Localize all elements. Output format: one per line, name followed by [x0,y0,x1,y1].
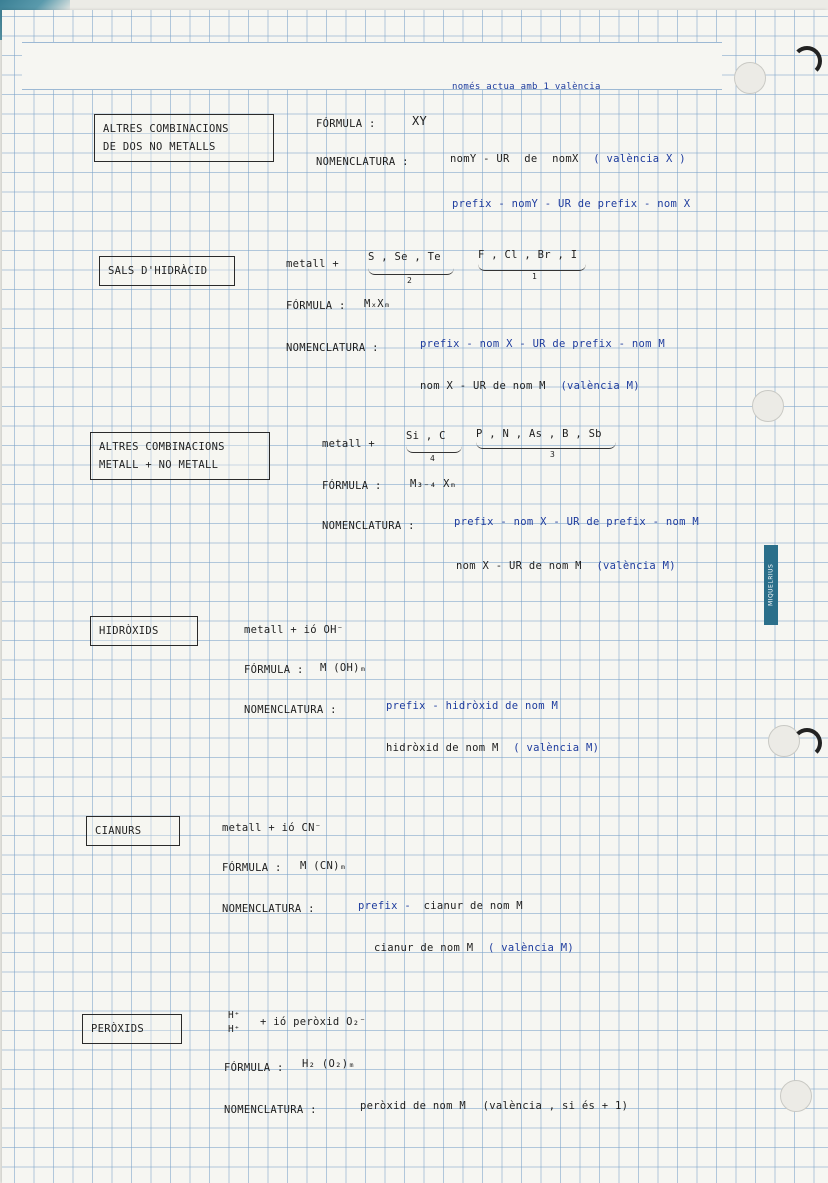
section-title: SALS D'HIDRÀCID [108,265,208,277]
group-brace [406,446,462,453]
reaction-line: + ió peròxid O₂⁻ [260,1016,366,1028]
sheet-header-band [22,42,722,90]
group-brace [478,264,586,271]
binder-hole-2 [752,390,784,422]
nomenclature-line: nom X - UR de nom M (valència M) [456,560,676,572]
section-title-box [86,816,180,846]
binder-hole-4 [780,1080,812,1112]
formula: M (OH)ₘ [320,662,367,674]
element-group: F , Cl , Br , I [478,249,578,261]
hydrogen-ion: H⁺ [228,1010,241,1021]
section-title-box [90,616,198,646]
group-valence: 3 [550,450,556,459]
group-valence: 4 [430,454,436,463]
group-brace [476,442,616,449]
reaction-line: metall + ió OH⁻ [244,624,344,636]
element-group: Si , C [406,430,446,442]
section-title-box [82,1014,182,1044]
formula-note: només actua amb 1 valència [452,82,601,92]
section-title: ALTRES COMBINACIONS [99,441,225,453]
formula: XY [412,114,428,128]
nomenclature-line: prefix - nom X - UR de prefix - nom M [420,338,665,350]
formula: M₃₋₄ Xₘ [410,478,457,490]
binder-ring-1 [792,46,822,76]
binder-ring-2 [792,728,822,758]
nomenclature-line: hidròxid de nom M ( valència M) [386,742,600,754]
formula-label: FÓRMULA : [316,118,376,130]
nomenclature-line: nomY - UR de nomX ( valència X ) [450,153,686,165]
nomenclature-label: NOMENCLATURA : [316,156,409,168]
group-valence: 1 [532,272,538,281]
hydrogen-ion: H⁺ [228,1024,241,1035]
section-title: METALL + NO METALL [99,459,219,471]
reaction-line: metall + ió CN⁻ [222,822,322,834]
formula-label: FÓRMULA : [286,300,346,312]
section-title-box [99,256,235,286]
grid-paper-sheet [2,10,828,1183]
section-title: ALTRES COMBINACIONS [103,123,229,135]
brand-label: MIQUELRIUS [764,545,778,625]
nomenclature-label: NOMENCLATURA : [224,1104,317,1116]
section-title: HIDRÒXIDS [99,625,159,637]
nomenclature-line: prefix - cianur de nom M [358,900,523,912]
nomenclature-line: nom X - UR de nom M (valència M) [420,380,640,392]
nomenclature-line: prefix - nomY - UR de prefix - nom X [452,198,691,210]
group-valence: 2 [407,276,413,285]
element-group: S , Se , Te [368,251,441,263]
section-title: CIANURS [95,825,142,837]
nomenclature-line: prefix - nom X - UR de prefix - nom M [454,516,699,528]
section-title: PERÒXIDS [91,1023,144,1035]
nomenclature-label: NOMENCLATURA : [286,342,379,354]
nomenclature-label: NOMENCLATURA : [222,903,315,915]
section-title-box [90,432,270,480]
metal-plus: metall + [322,438,375,450]
formula-label: FÓRMULA : [244,664,304,676]
nomenclature-line: peròxid de nom M (valència , si és + 1) [360,1100,629,1112]
nomenclature-line: prefix - hidròxid de nom M [386,700,559,712]
section-title: DE DOS NO METALLS [103,141,216,153]
formula: M (CN)ₘ [300,860,347,872]
formula-label: FÓRMULA : [222,862,282,874]
section-title-box [94,114,274,162]
group-brace [368,268,454,275]
formula: H₂ (O₂)ₘ [302,1058,355,1070]
formula: MₓXₘ [364,298,391,310]
element-group: P , N , As , B , Sb [476,428,602,440]
metal-plus: metall + [286,258,339,270]
nomenclature-label: NOMENCLATURA : [244,704,337,716]
nomenclature-line: cianur de nom M ( valència M) [374,942,575,954]
formula-label: FÓRMULA : [322,480,382,492]
formula-label: FÓRMULA : [224,1062,284,1074]
nomenclature-label: NOMENCLATURA : [322,520,415,532]
binder-hole-1 [734,62,766,94]
